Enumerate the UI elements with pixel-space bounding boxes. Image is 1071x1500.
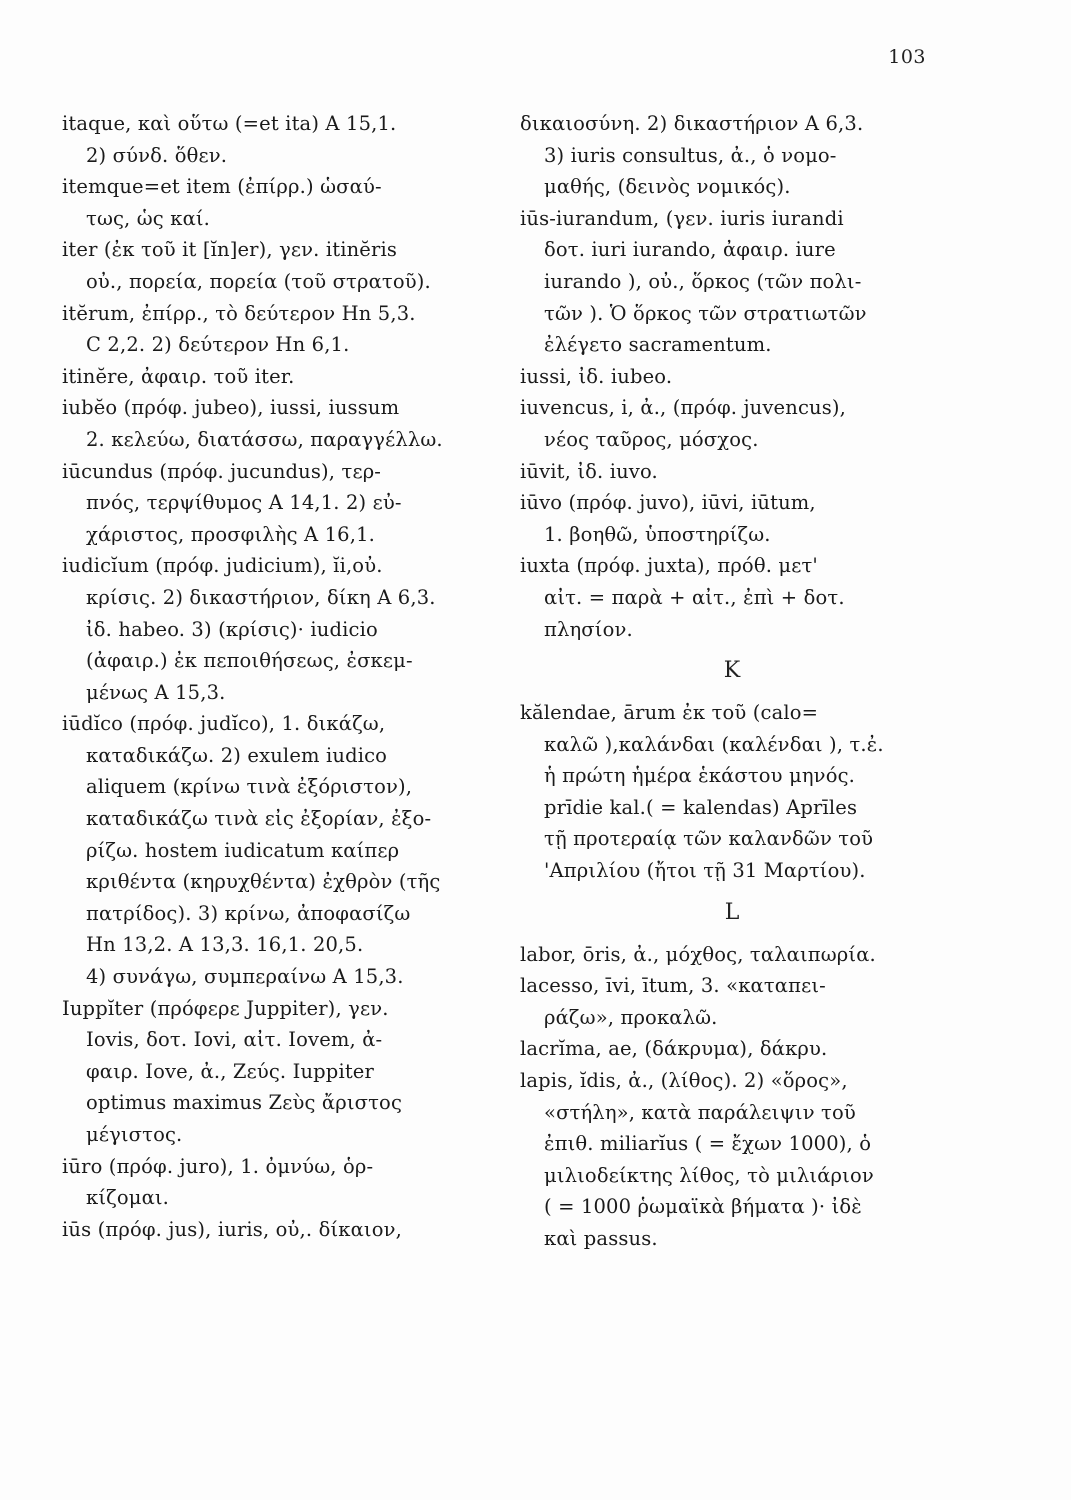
page-number: 103 (888, 46, 926, 68)
entry-continuation-line: ( = 1000 ῥωμαϊκὰ βήματα )· ἰδὲ (544, 1195, 862, 1219)
entry-continuation-line: ἰδ. habeo. 3) (κρίσις)· iudicio (86, 617, 378, 641)
entry-continuation-line: 'Απριλίου (ἤτοι τῇ 31 Μαρτίου). (544, 859, 866, 883)
entry-continuation-line: πατρίδος). 3) κρίνω, ἀποφασίζω (86, 901, 411, 925)
entry-continuation-line: πλησίον. (544, 617, 633, 641)
entry-line: lacrĭma, ae, (δάκρυμα), δάκρυ. (520, 1037, 828, 1061)
entry-continuation-line: ἡ πρώτη ἡμέρα ἑκάστου μηνός. (544, 764, 856, 788)
entry-line: iūcundus (πρόφ. jucundus), τερ- (62, 459, 382, 483)
entry-continuation-line: 1. βοηθῶ, ὑποστηρίζω. (544, 522, 771, 546)
entry-continuation-line: καταδικάζω. 2) exulem iudico (86, 743, 388, 767)
entry-line: iudicĭum (πρόφ. judicium), ĭi,οὐ. (62, 554, 383, 578)
entry-continuation-line: aliquem (κρίνω τινὰ ἐξόριστον), (86, 775, 413, 799)
entry-line: labor, ōris, ἀ., μόχθος, ταλαιπωρία. (520, 942, 876, 966)
entry-line: iūvit, ἰδ. iuvo. (520, 459, 658, 483)
entry-continuation-line: Hn 13,2. A 13,3. 16,1. 20,5. (86, 933, 364, 957)
left-column (62, 108, 472, 1245)
entry-continuation-line: optimus maximus Ζεὺς ἄριστος (86, 1091, 403, 1115)
entry-continuation-line: καὶ passus. (544, 1227, 658, 1250)
entry-continuation-line: 2. κελεύω, διατάσσω, παραγγέλλω. (86, 427, 443, 451)
entry-line: itinĕre, ἀφαιρ. τοῦ iter. (62, 364, 295, 388)
entry-continuation-line: καταδικάζω τινὰ εἰς ἐξορίαν, ἐξο- (86, 807, 432, 831)
entry-continuation-line: κριθέντα (κηρυχθέντα) ἐχθρὸν (τῆς (86, 870, 441, 894)
entry-continuation-line: κίζομαι. (86, 1186, 170, 1210)
entry-continuation-line: prīdie kal.( = kalendas) Aprīles (544, 795, 858, 819)
entry-line: iūs (πρόφ. jus), iuris, οὐ,. δίκαιον, (62, 1217, 402, 1241)
entry-line: iuxta (πρόφ. juxta), πρόθ. μετ' (520, 554, 818, 578)
entry-continuation-line: ἐλέγετο sacramentum. (544, 333, 772, 357)
letter-section-heading: L (724, 899, 741, 925)
entry-continuation-line: iurando ), οὐ., ὅρκος (τῶν πολι- (544, 269, 862, 293)
entry-continuation-line: «στήλη», κατὰ παράλειψιν τοῦ (544, 1100, 856, 1124)
right-column (520, 108, 945, 1255)
entry-continuation-line: 4) συνάγω, συμπεραίνω A 15,3. (86, 965, 404, 989)
entry-continuation-line: Iovis, δοτ. Iovi, αἰτ. Iovem, ἀ- (86, 1028, 383, 1052)
entry-line: itaque, καὶ οὕτω (=et ita) A 15,1. (62, 112, 397, 135)
entry-line: iūs-iurandum, (γεν. iuris iurandi (520, 206, 844, 230)
entry-continuation-line: οὐ., πορεία, πορεία (τοῦ στρατοῦ). (86, 269, 431, 293)
entry-continuation-line: μένως A 15,3. (86, 680, 226, 704)
entry-line: lacesso, īvi, ītum, 3. «καταπει- (520, 974, 826, 998)
entry-continuation-line: χάριστος, προσφιλὴς A 16,1. (86, 522, 375, 546)
entry-continuation-line: μαθής, (δεινὸς νομικός). (544, 175, 791, 199)
entry-continuation-line: ρίζω. hostem iudicatum καίπερ (86, 838, 400, 862)
entry-continuation-line: 3) iuris consultus, ἀ., ὁ νομο- (544, 143, 837, 167)
entry-continuation-line: αἰτ. = παρὰ + αἰτ., ἐπὶ + δοτ. (544, 585, 845, 609)
entry-continuation-line: ἐπιθ. miliarĭus ( = ἔχων 1000), ὁ (544, 1132, 872, 1156)
entry-line: iter (ἐκ τοῦ it [ĭn]er), γεν. itinĕris (62, 238, 398, 262)
entry-line: iūro (πρόφ. juro), 1. ὀμνύω, ὁρ- (62, 1154, 374, 1178)
entry-line: iuvencus, i, ἀ., (πρόφ. juvencus), (520, 396, 846, 420)
entry-line: kălendae, ārum ἐκ τοῦ (calo= (520, 701, 819, 725)
entry-line: iussi, ἰδ. iubeo. (520, 364, 673, 388)
letter-section-heading: K (723, 658, 742, 684)
entry-continuation-line: 2) σύνδ. ὅθεν. (86, 143, 228, 167)
entry-continuation-line: C 2,2. 2) δεύτερον Hn 6,1. (86, 333, 350, 357)
entry-continuation-line: τῶν ). Ὁ ὅρκος τῶν στρατιωτῶν (544, 301, 867, 325)
entry-line: Iuppĭter (πρόφερε Juppiter), γεν. (62, 996, 389, 1020)
entry-continuation-line: τως, ὡς καί. (86, 206, 211, 230)
entry-line: iubĕo (πρόφ. jubeo), iussi, iussum (62, 396, 400, 420)
entry-continuation-line: ράζω», προκαλῶ. (544, 1005, 718, 1029)
entry-continuation-line: τῇ προτεραίᾳ τῶν καλανδῶν τοῦ (544, 827, 874, 851)
entry-line: iūdĭco (πρόφ. judĭco), 1. δικάζω, (62, 712, 386, 736)
entry-line: iūvo (πρόφ. juvo), iūvi, iūtum, (520, 491, 816, 515)
entry-continuation-line: μιλιοδείκτης λίθος, τὸ μιλιάριον (544, 1163, 874, 1187)
entry-line: lapis, ĭdis, ἀ., (λίθος). 2) «ὅρος», (520, 1069, 848, 1093)
entry-continuation-line: καλῶ ),καλάνδαι (καλένδαι ), τ.ἐ. (544, 732, 884, 756)
entry-continuation-line: πνός, τερψίθυμος A 14,1. 2) εὐ- (86, 491, 402, 515)
entry-continuation-line: κρίσις. 2) δικαστήριον, δίκη A 6,3. (86, 585, 436, 609)
entry-continuation-line: δοτ. iuri iurando, ἀφαιρ. iure (544, 238, 836, 262)
entry-line: δικαιοσύνη. 2) δικαστήριον A 6,3. (520, 112, 864, 135)
entry-line: itĕrum, ἐπίρρ., τὸ δεύτερον Hn 5,3. (62, 301, 416, 325)
entry-line: itemque=et item (ἐπίρρ.) ὡσαύ- (62, 175, 382, 199)
entry-continuation-line: μέγιστος. (86, 1123, 183, 1146)
entry-continuation-line: νέος ταῦρος, μόσχος. (544, 427, 759, 451)
entry-continuation-line: (ἀφαιρ.) ἐκ πεποιθήσεως, ἐσκεμ- (86, 649, 413, 673)
entry-continuation-line: φαιρ. Iove, ἀ., Ζεύς. Iuppiter (86, 1059, 374, 1083)
